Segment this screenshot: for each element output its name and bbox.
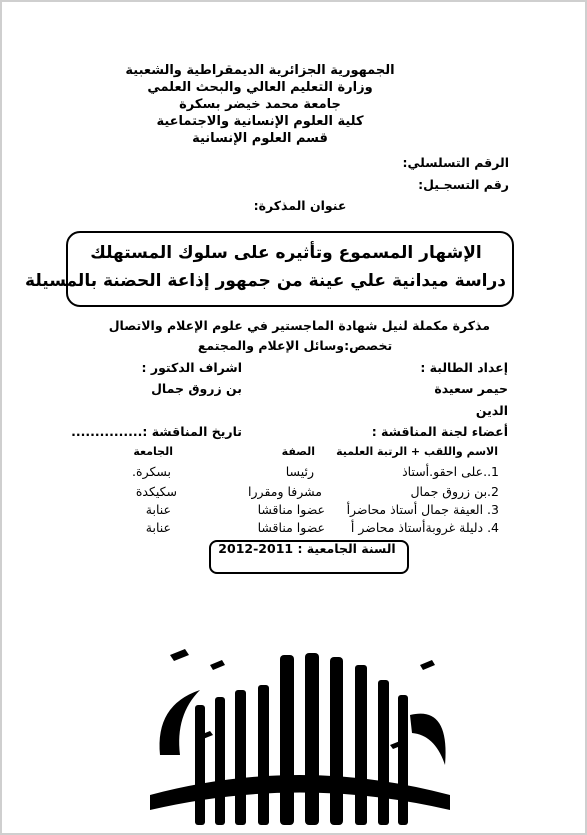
registration-number-label: رقم التسجـيل: — [418, 177, 509, 192]
committee-row-4-name: 4. دليلة غروبةأستاذ محاضر أ — [350, 520, 499, 535]
basmala-calligraphy — [140, 635, 460, 835]
committee-row-3-university: عنابة — [145, 502, 171, 517]
serial-number-label: الرقم التسلسلي: — [402, 155, 509, 170]
committee-row-3-role: عضوا مناقشا — [257, 502, 325, 517]
academic-year: السنة الجامعية : 2011-2012 — [218, 541, 396, 556]
extra-word: الدين — [475, 403, 508, 418]
committee-row-2-university: سكيكدة — [135, 484, 177, 499]
thesis-title-label: عنوان المذكرة: — [253, 198, 347, 213]
committee-row-4-role: عضوا مناقشا — [257, 520, 325, 535]
thesis-title-line-1: الإشهار المسموع وتأثيره على سلوك المستهلك — [90, 243, 482, 263]
committee-header-university: الجامعة — [133, 445, 173, 458]
committee-row-1-university: بسكرة. — [132, 464, 171, 479]
committee-row-2-name: 2.بن زروق جمال — [410, 484, 499, 499]
committee-label: أعضاء لجنة المناقشة : — [371, 424, 508, 439]
supervisor-label: اشراف الدكتور : — [141, 360, 242, 375]
republic-name: الجمهورية الجزائرية الديمقراطية والشعبية — [125, 63, 395, 78]
university-name: جامعة محمد خيضر بسكرة — [179, 97, 341, 112]
degree-statement: مذكرة مكملة لنيل شهادة الماجستير في علوم الإعلام والاتصال — [108, 318, 490, 333]
committee-row-1-role: رئيسا — [285, 464, 314, 479]
specialization: تخصص:وسائل الإعلام والمجتمع — [197, 338, 393, 353]
defense-date-label: تاريخ المناقشة :............... — [71, 424, 242, 439]
ministry-name: وزارة التعليم العالي والبحث العلمي — [147, 80, 373, 95]
department-name: قسم العلوم الإنسانية — [192, 131, 328, 146]
committee-row-2-role: مشرفا ومقررا — [248, 484, 322, 499]
faculty-name: كلية العلوم الإنسانية والاجتماعية — [156, 114, 364, 129]
committee-header-name: الاسم واللقب + الرتبة العلمية — [336, 445, 498, 458]
committee-header-role: الصفة — [281, 445, 315, 458]
committee-row-4-university: عنابة — [145, 520, 171, 535]
student-name: حيمر سعيدة — [434, 381, 508, 396]
committee-row-3-name: 3. العيفة جمال أستاذ محاضرأ — [346, 502, 499, 517]
student-label: إعداد الطالبة : — [420, 360, 508, 375]
supervisor-name: بن زروق جمال — [151, 381, 242, 396]
committee-row-1-name: 1..على احقو.أستاذ — [402, 464, 499, 479]
thesis-title-line-2: دراسة ميدانية علي عينة من جمهور إذاعة الحضنة بالمسيلة — [25, 271, 506, 291]
